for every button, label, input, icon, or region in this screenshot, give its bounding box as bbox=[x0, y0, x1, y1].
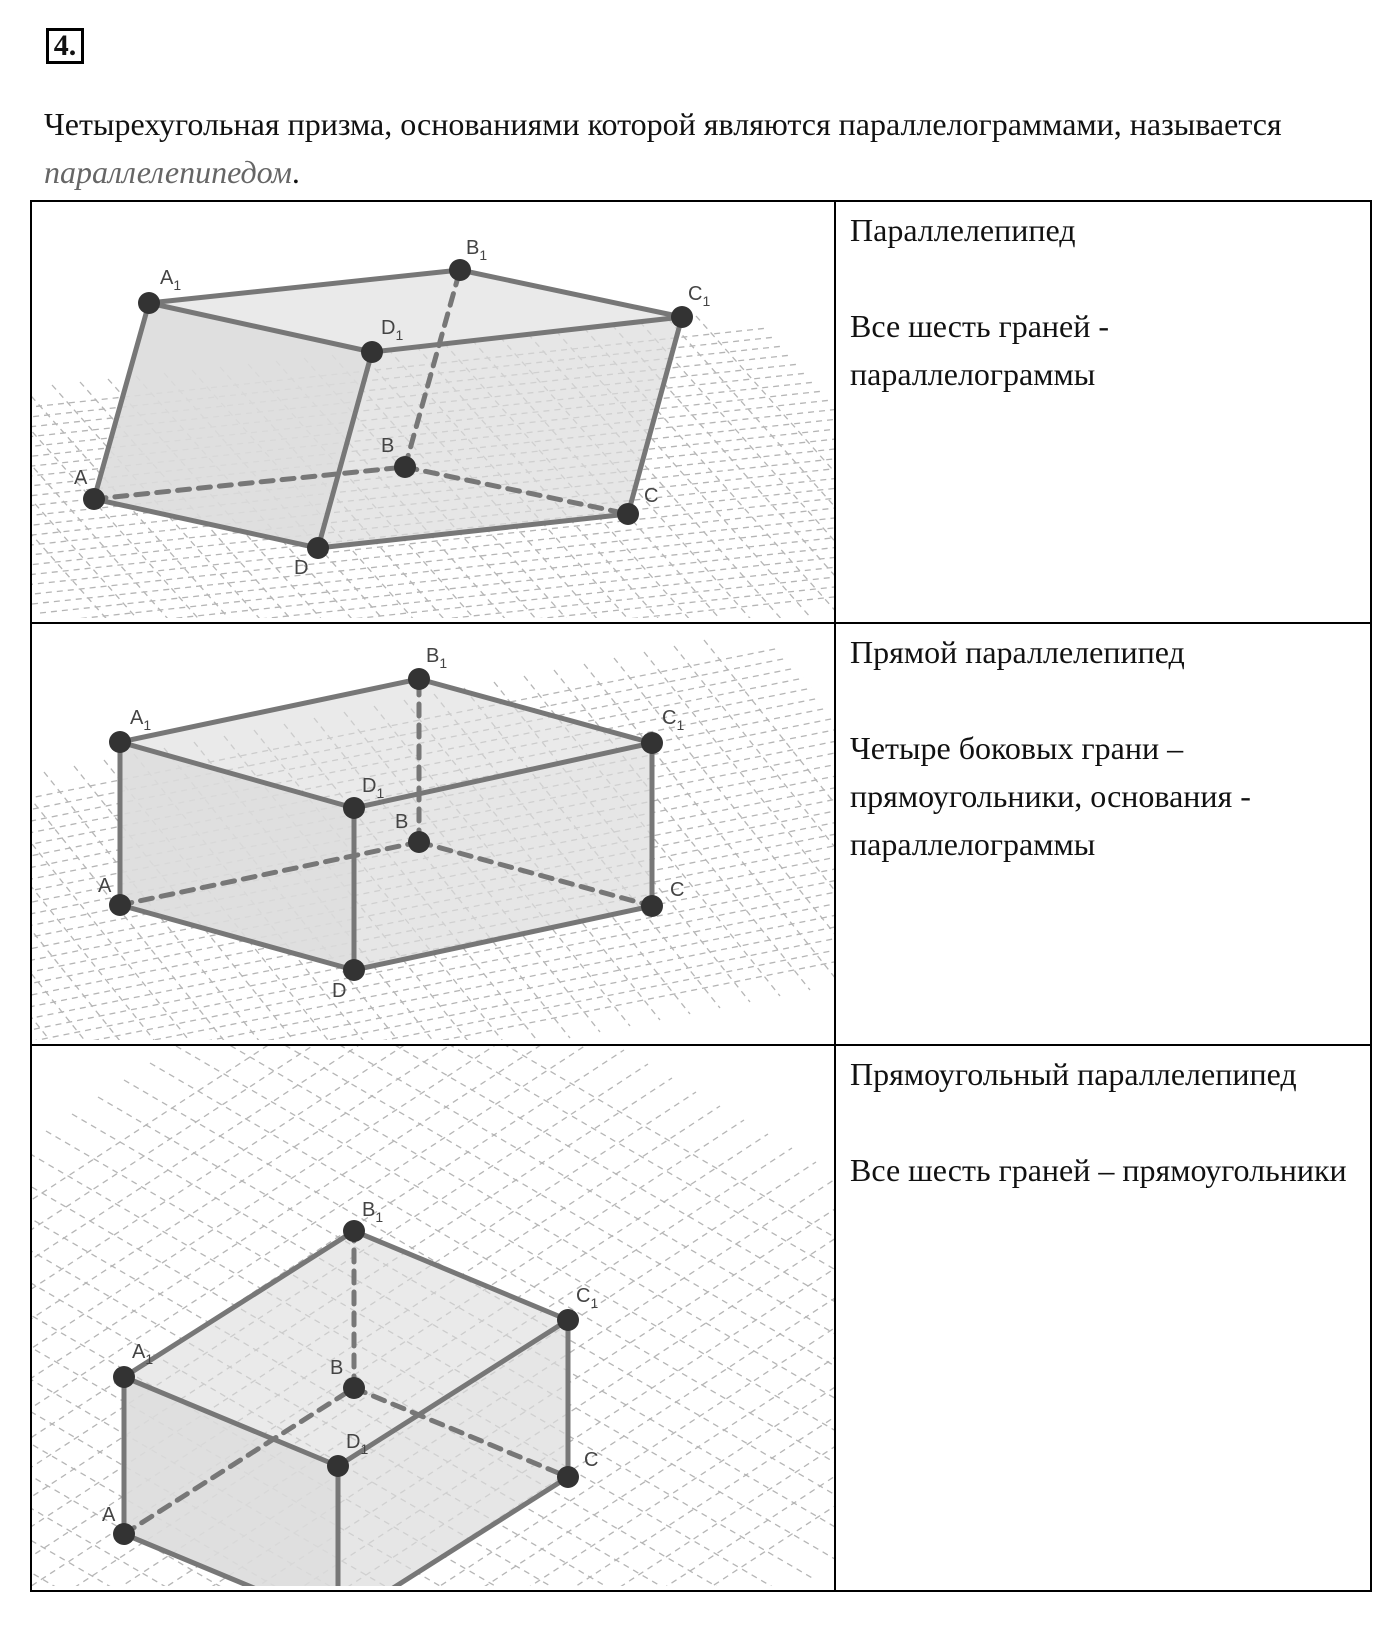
vertex-b bbox=[343, 1377, 365, 1399]
problem-number: 4. bbox=[46, 28, 84, 64]
label-a1-subscript: 1 bbox=[145, 1351, 154, 1367]
label-a1: $A_1$ bbox=[160, 267, 182, 293]
label-a1-subscript: 1 bbox=[143, 717, 152, 733]
vertex-d1 bbox=[361, 341, 383, 363]
vertex-c1 bbox=[641, 732, 663, 754]
row-description: Четыре боковых грани – прямоугольники, основания - параллелограммы bbox=[850, 730, 1251, 862]
label-d: D bbox=[332, 980, 347, 1002]
row-description: Все шесть граней - параллелограммы bbox=[850, 308, 1109, 392]
label-d: D bbox=[294, 557, 309, 579]
grid-line bbox=[644, 652, 834, 972]
label-c1: $C_1$ bbox=[662, 707, 685, 733]
label-b: B bbox=[381, 435, 395, 457]
label-c: C bbox=[644, 485, 659, 507]
label-a1: $A_1$ bbox=[132, 1341, 154, 1367]
vertex-b bbox=[408, 831, 430, 853]
grid-line bbox=[32, 808, 120, 1040]
figure-cell bbox=[31, 623, 835, 1045]
grid-line bbox=[72, 553, 834, 618]
label-b: B bbox=[395, 811, 409, 833]
label-d1: $D_1$ bbox=[381, 317, 404, 343]
grid-line bbox=[704, 640, 834, 960]
vertex-a1 bbox=[113, 1366, 135, 1388]
vertex-b1 bbox=[449, 259, 471, 281]
label-c: C bbox=[584, 1449, 599, 1471]
label-a1: $A_1$ bbox=[130, 707, 152, 733]
label-a1-subscript: 1 bbox=[173, 277, 182, 293]
label-d1-subscript: 1 bbox=[395, 327, 404, 343]
intro-end: . bbox=[291, 154, 300, 190]
figure-cell bbox=[31, 1045, 835, 1591]
parallelepiped-table bbox=[30, 200, 1372, 1592]
label-b1: $B_1$ bbox=[362, 1199, 384, 1225]
label-d1-subscript: 1 bbox=[360, 1441, 369, 1457]
vertex-d1 bbox=[343, 797, 365, 819]
row-title: Прямоугольный параллелепипед bbox=[850, 1056, 1297, 1092]
rectangular-parallelepiped-figure bbox=[32, 1046, 834, 1586]
label-b1-subscript: 1 bbox=[479, 247, 488, 263]
grid-line bbox=[674, 646, 834, 966]
description-cell bbox=[835, 1045, 1371, 1591]
grid-line bbox=[48, 526, 834, 618]
label-b1: $B_1$ bbox=[426, 645, 448, 671]
label-a: A bbox=[102, 1504, 116, 1526]
label-b1: $B_1$ bbox=[466, 237, 488, 263]
table-row bbox=[31, 1045, 1371, 1591]
vertex-c bbox=[557, 1466, 579, 1488]
label-b: B bbox=[330, 1357, 344, 1379]
grid-line bbox=[668, 319, 834, 607]
label-b1-subscript: 1 bbox=[375, 1209, 384, 1225]
row-title: Прямой параллелепипед bbox=[850, 634, 1185, 670]
vertex-a bbox=[113, 1523, 135, 1545]
vertex-a1 bbox=[138, 292, 160, 314]
intro-paragraph bbox=[44, 100, 1344, 196]
description-cell bbox=[835, 201, 1371, 623]
label-c1-subscript: 1 bbox=[702, 293, 711, 309]
label-d1: $D_1$ bbox=[362, 775, 385, 801]
vertex-b bbox=[394, 456, 416, 478]
vertex-a1 bbox=[109, 731, 131, 753]
vertex-a bbox=[109, 894, 131, 916]
label-a: A bbox=[98, 875, 112, 897]
table-row bbox=[31, 201, 1371, 623]
label-b1-subscript: 1 bbox=[439, 655, 448, 671]
vertex-d bbox=[307, 537, 329, 559]
figure-cell bbox=[31, 201, 835, 623]
description-cell bbox=[835, 623, 1371, 1045]
vertex-a bbox=[83, 488, 105, 510]
label-d1-subscript: 1 bbox=[376, 785, 385, 801]
vertex-b1 bbox=[343, 1220, 365, 1242]
label-c1-subscript: 1 bbox=[676, 717, 685, 733]
row-title: Параллелепипед bbox=[850, 212, 1076, 248]
label-c1-subscript: 1 bbox=[590, 1295, 599, 1311]
intro-text: Четырехугольная призма, основаниями которой являются параллелограммами, называется bbox=[44, 106, 1282, 142]
vertex-d1 bbox=[327, 1455, 349, 1477]
table-row bbox=[31, 623, 1371, 1045]
intro-term: параллелепипедом bbox=[44, 154, 292, 190]
label-a: A bbox=[74, 467, 88, 489]
label-d1: $D_1$ bbox=[346, 1431, 369, 1457]
row-description: Все шесть граней – прямоугольники bbox=[850, 1152, 1347, 1188]
vertex-c1 bbox=[671, 306, 693, 328]
vertex-d bbox=[343, 959, 365, 981]
vertex-c1 bbox=[557, 1309, 579, 1331]
vertex-b1 bbox=[408, 668, 430, 690]
grid-line bbox=[56, 535, 834, 618]
oblique-parallelepiped-figure bbox=[32, 202, 834, 618]
vertex-c bbox=[641, 895, 663, 917]
label-c1: $C_1$ bbox=[576, 1285, 599, 1311]
right-parallelepiped-figure bbox=[32, 624, 834, 1040]
grid-line bbox=[88, 571, 834, 618]
label-c1: $C_1$ bbox=[688, 283, 711, 309]
vertex-c bbox=[617, 503, 639, 525]
label-c: C bbox=[670, 879, 685, 901]
grid-line bbox=[64, 544, 834, 618]
